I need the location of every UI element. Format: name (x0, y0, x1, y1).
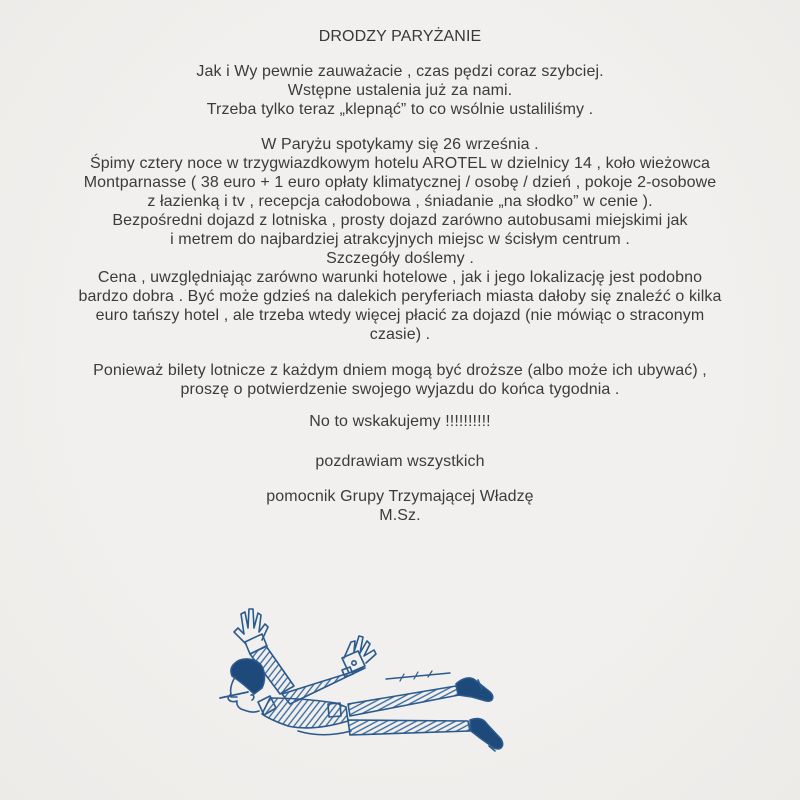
right-arm (282, 636, 376, 704)
signature-initials: M.Sz. (379, 507, 421, 524)
flying-man-illustration (218, 600, 518, 760)
upper-leg (348, 686, 459, 716)
legs (348, 671, 503, 751)
letter-line: Ponieważ bilety lotnicze z każdym dniem mogą być droższe (albo może ich ubywać) , (93, 362, 707, 379)
letter-line: pozdrawiam wszystkich (315, 453, 485, 470)
letter-line: No to wskakujemy !!!!!!!!!! (309, 413, 491, 430)
cuff-button (352, 661, 356, 665)
letter-line: W Paryżu spotykamy się 26 września . (261, 136, 539, 153)
letter-title: DRODZY PARYŻANIE (318, 28, 482, 45)
letter-paragraph-1 (0, 62, 800, 119)
letter-line: czasie) . (369, 326, 431, 343)
letter-line: Szczegóły doślemy . (326, 250, 474, 267)
letter-line: Jak i Wy pewnie zauważacie , czas pędzi coraz szybciej. (196, 63, 604, 80)
leg-tick (428, 671, 432, 677)
upper-leg-sketch-line (386, 673, 450, 679)
torso (258, 696, 351, 735)
ear (251, 695, 254, 700)
letter-line: Cena , uwzględniając zarówno warunki hotelowe , jak i jego lokalizację jest podobno (97, 269, 703, 286)
flying-man-ink-sketch (218, 600, 518, 760)
right-hand (344, 636, 376, 663)
letter-line: z łazienką i tv , recepcja całodobowa , śniadanie „na słodko” w cenie ). (147, 193, 653, 210)
letter-line: i metrem do najbardziej atrakcyjnych miejsc w ścisłym centrum . (170, 231, 630, 248)
letter-line: bardzo dobra . Być może gdzieś na dalekich peryferiach miasta dałoby się znaleźć o kilka (78, 288, 722, 305)
letter-line: Śpimy cztery noce w trzygwiazdkowym hotelu AROTEL w dzielnicy 14 , koło wieżowca (89, 155, 711, 172)
lower-shoe (470, 719, 503, 749)
head (220, 659, 265, 712)
letter-greeting (0, 452, 800, 471)
belly-line (298, 731, 351, 735)
upper-shoe (456, 678, 493, 701)
letter-line: Bezpośredni dojazd z lotniska , prosty dojazd zarówno autobusami miejskimi jak (112, 212, 688, 229)
letter-paragraph-2 (0, 135, 800, 344)
hair (231, 659, 265, 694)
lower-leg (348, 720, 470, 735)
letter-line: proszę o potwierdzenie swojego wyjazdu do końca tygodnia . (180, 381, 620, 398)
letter-exclamation-line (0, 412, 800, 431)
letter-signature (0, 487, 800, 525)
letter-paragraph-3 (0, 361, 800, 399)
letter-line: pomocnik Grupy Trzymającej Władzę (266, 488, 534, 505)
letter-line: euro tańszy hotel , ale trzeba wtedy więcej płacić za dojazd (nie mówiąc o straconym (95, 307, 705, 324)
jacket (262, 698, 348, 728)
letter-line: Trzeba tylko teraz „klepnąć” to co wsólnie ustaliliśmy . (206, 101, 594, 118)
letter-line: Wstępne ustalenia już za nami. (287, 82, 513, 99)
letter-line: Montparnasse ( 38 euro + 1 euro opłaty klimatycznej / osobę / dzień , pokoje 2-osobowe (83, 174, 717, 191)
